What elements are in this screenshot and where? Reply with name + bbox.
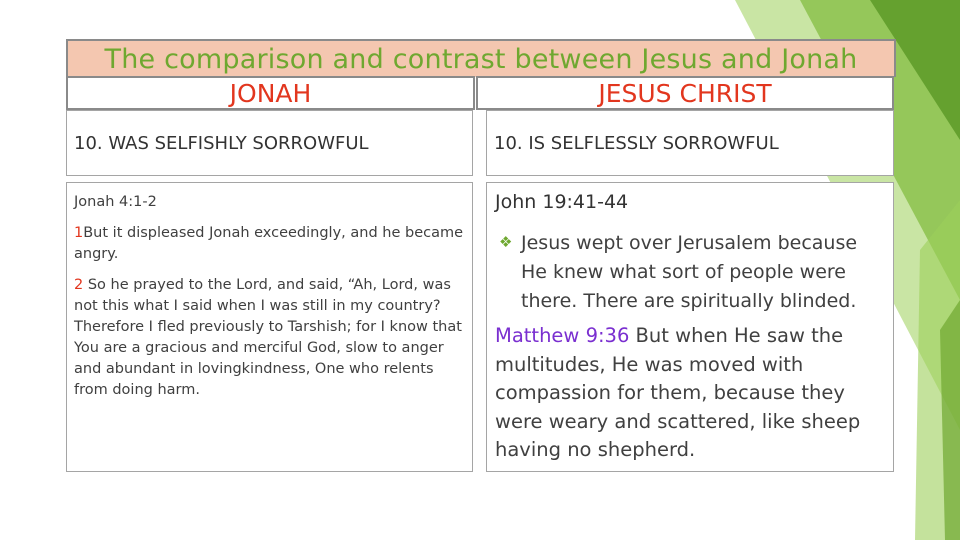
verse-2-number: 2 <box>74 277 84 293</box>
left-body-cell <box>66 182 473 472</box>
slide-title: The comparison and contrast between Jesus and Jonah <box>104 44 858 75</box>
jonah-reference: Jonah 4:1-2 <box>74 194 157 210</box>
verse-1 <box>74 223 465 265</box>
matthew-text: But when He saw the multitudes, He was moved with compassion for them, because they were weary and scattered, like sheep having no shepherd. <box>495 324 861 461</box>
matthew-reference: Matthew 9:36 <box>495 324 630 347</box>
matthew-passage <box>495 322 887 465</box>
row1-left-cell: 10. WAS SELFISHLY SORROWFUL <box>66 110 473 176</box>
verse-1-text: But it displeased Jonah exceedingly, and he became angry. <box>74 225 464 262</box>
bullet-item <box>495 229 887 316</box>
verse-2 <box>74 275 465 401</box>
verse-2-text: So he prayed to the Lord, and said, “Ah, Lord, was not this what I said when I was still in my country? Therefore I fled previously to Tarshish; for I know that You are a gracious and merciful God, slow to anger and abundant in lovingkindness, One who relents from doing harm. <box>74 277 462 398</box>
green-diamond-bullet-icon: ❖ <box>499 233 513 251</box>
row1-right-cell: 10. IS SELFLESSLY SORROWFUL <box>486 110 894 176</box>
right-body-cell <box>486 182 894 472</box>
john-reference: John 19:41-44 <box>495 191 629 213</box>
bullet-text: Jesus wept over Jerusalem because He knew what sort of people were there. There are spiritually blinded. <box>521 232 858 312</box>
column-header-jesus-christ: JESUS CHRIST <box>476 76 894 110</box>
verse-1-number: 1 <box>74 225 84 241</box>
column-header-jonah: JONAH <box>66 76 475 110</box>
